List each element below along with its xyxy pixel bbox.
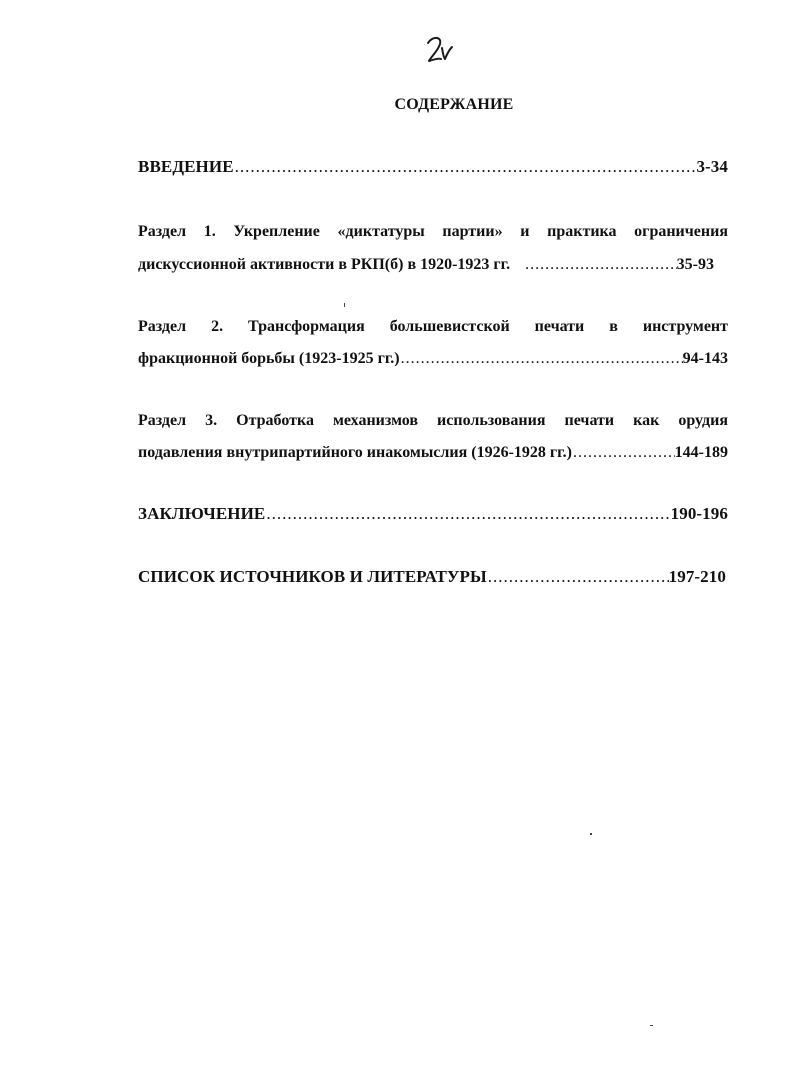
toc-entry-line xyxy=(138,348,728,370)
handwritten-page-number xyxy=(418,30,458,70)
toc-entry-heading: ЗАКЛЮЧЕНИЕ xyxy=(138,504,266,523)
dot-leader xyxy=(572,442,675,464)
toc-entry-pages: 197-210 xyxy=(668,567,726,586)
toc-entry-heading: подавления внутрипартийного инакомыслия (1926-1928 гг.) xyxy=(138,444,572,461)
toc-entry-section-1 xyxy=(138,221,728,276)
scan-speck xyxy=(590,833,592,835)
toc-entry-section-3 xyxy=(138,410,728,464)
dot-leader xyxy=(524,254,677,276)
toc-entry-introduction xyxy=(138,156,728,178)
scan-speck xyxy=(344,303,345,307)
toc-entry-line: Раздел 2. Трансформация большевистской печати в инструмент xyxy=(138,318,728,335)
toc-entry-line xyxy=(138,254,728,276)
handwritten-page-number-glyph xyxy=(418,30,458,70)
toc-entry-heading: фракционной борьбы (1923-1925 гг.) xyxy=(138,350,400,367)
dot-leader xyxy=(487,566,669,588)
toc-entry-bibliography xyxy=(138,566,726,588)
toc-entry-pages: 94-143 xyxy=(682,350,728,367)
toc-entry-heading: СПИСОК ИСТОЧНИКОВ И ЛИТЕРАТУРЫ xyxy=(138,567,487,586)
toc-title: СОДЕРЖАНИЕ xyxy=(394,96,514,113)
dot-leader xyxy=(234,156,697,178)
toc-entry-pages: 3-34 xyxy=(696,157,728,176)
toc-entry-line xyxy=(138,503,728,525)
toc-entry-line xyxy=(138,442,728,464)
toc-entry-heading: ВВЕДЕНИЕ xyxy=(138,157,234,176)
toc-entry-section-2 xyxy=(138,316,728,370)
toc-entry-heading: дискуссионной активности в РКП(б) в 1920-1923 гг. xyxy=(138,256,511,273)
toc-entry-line: Раздел 3. Отработка механизмов использования печати как орудия xyxy=(138,412,728,429)
dot-leader xyxy=(265,503,670,525)
toc-entry-line: Раздел 1. Укрепление «диктатуры партии» и практика ограничения xyxy=(138,223,728,240)
dot-leader xyxy=(400,348,683,370)
toc-entry-conclusion xyxy=(138,503,728,525)
toc-entry-line xyxy=(138,566,726,588)
scan-speck xyxy=(650,1025,653,1026)
toc-entry-line xyxy=(138,156,728,178)
toc-entry-pages: 35-93 xyxy=(676,256,714,273)
toc-entry-pages: 144-189 xyxy=(674,444,728,461)
toc-entry-pages: 190-196 xyxy=(670,504,728,523)
